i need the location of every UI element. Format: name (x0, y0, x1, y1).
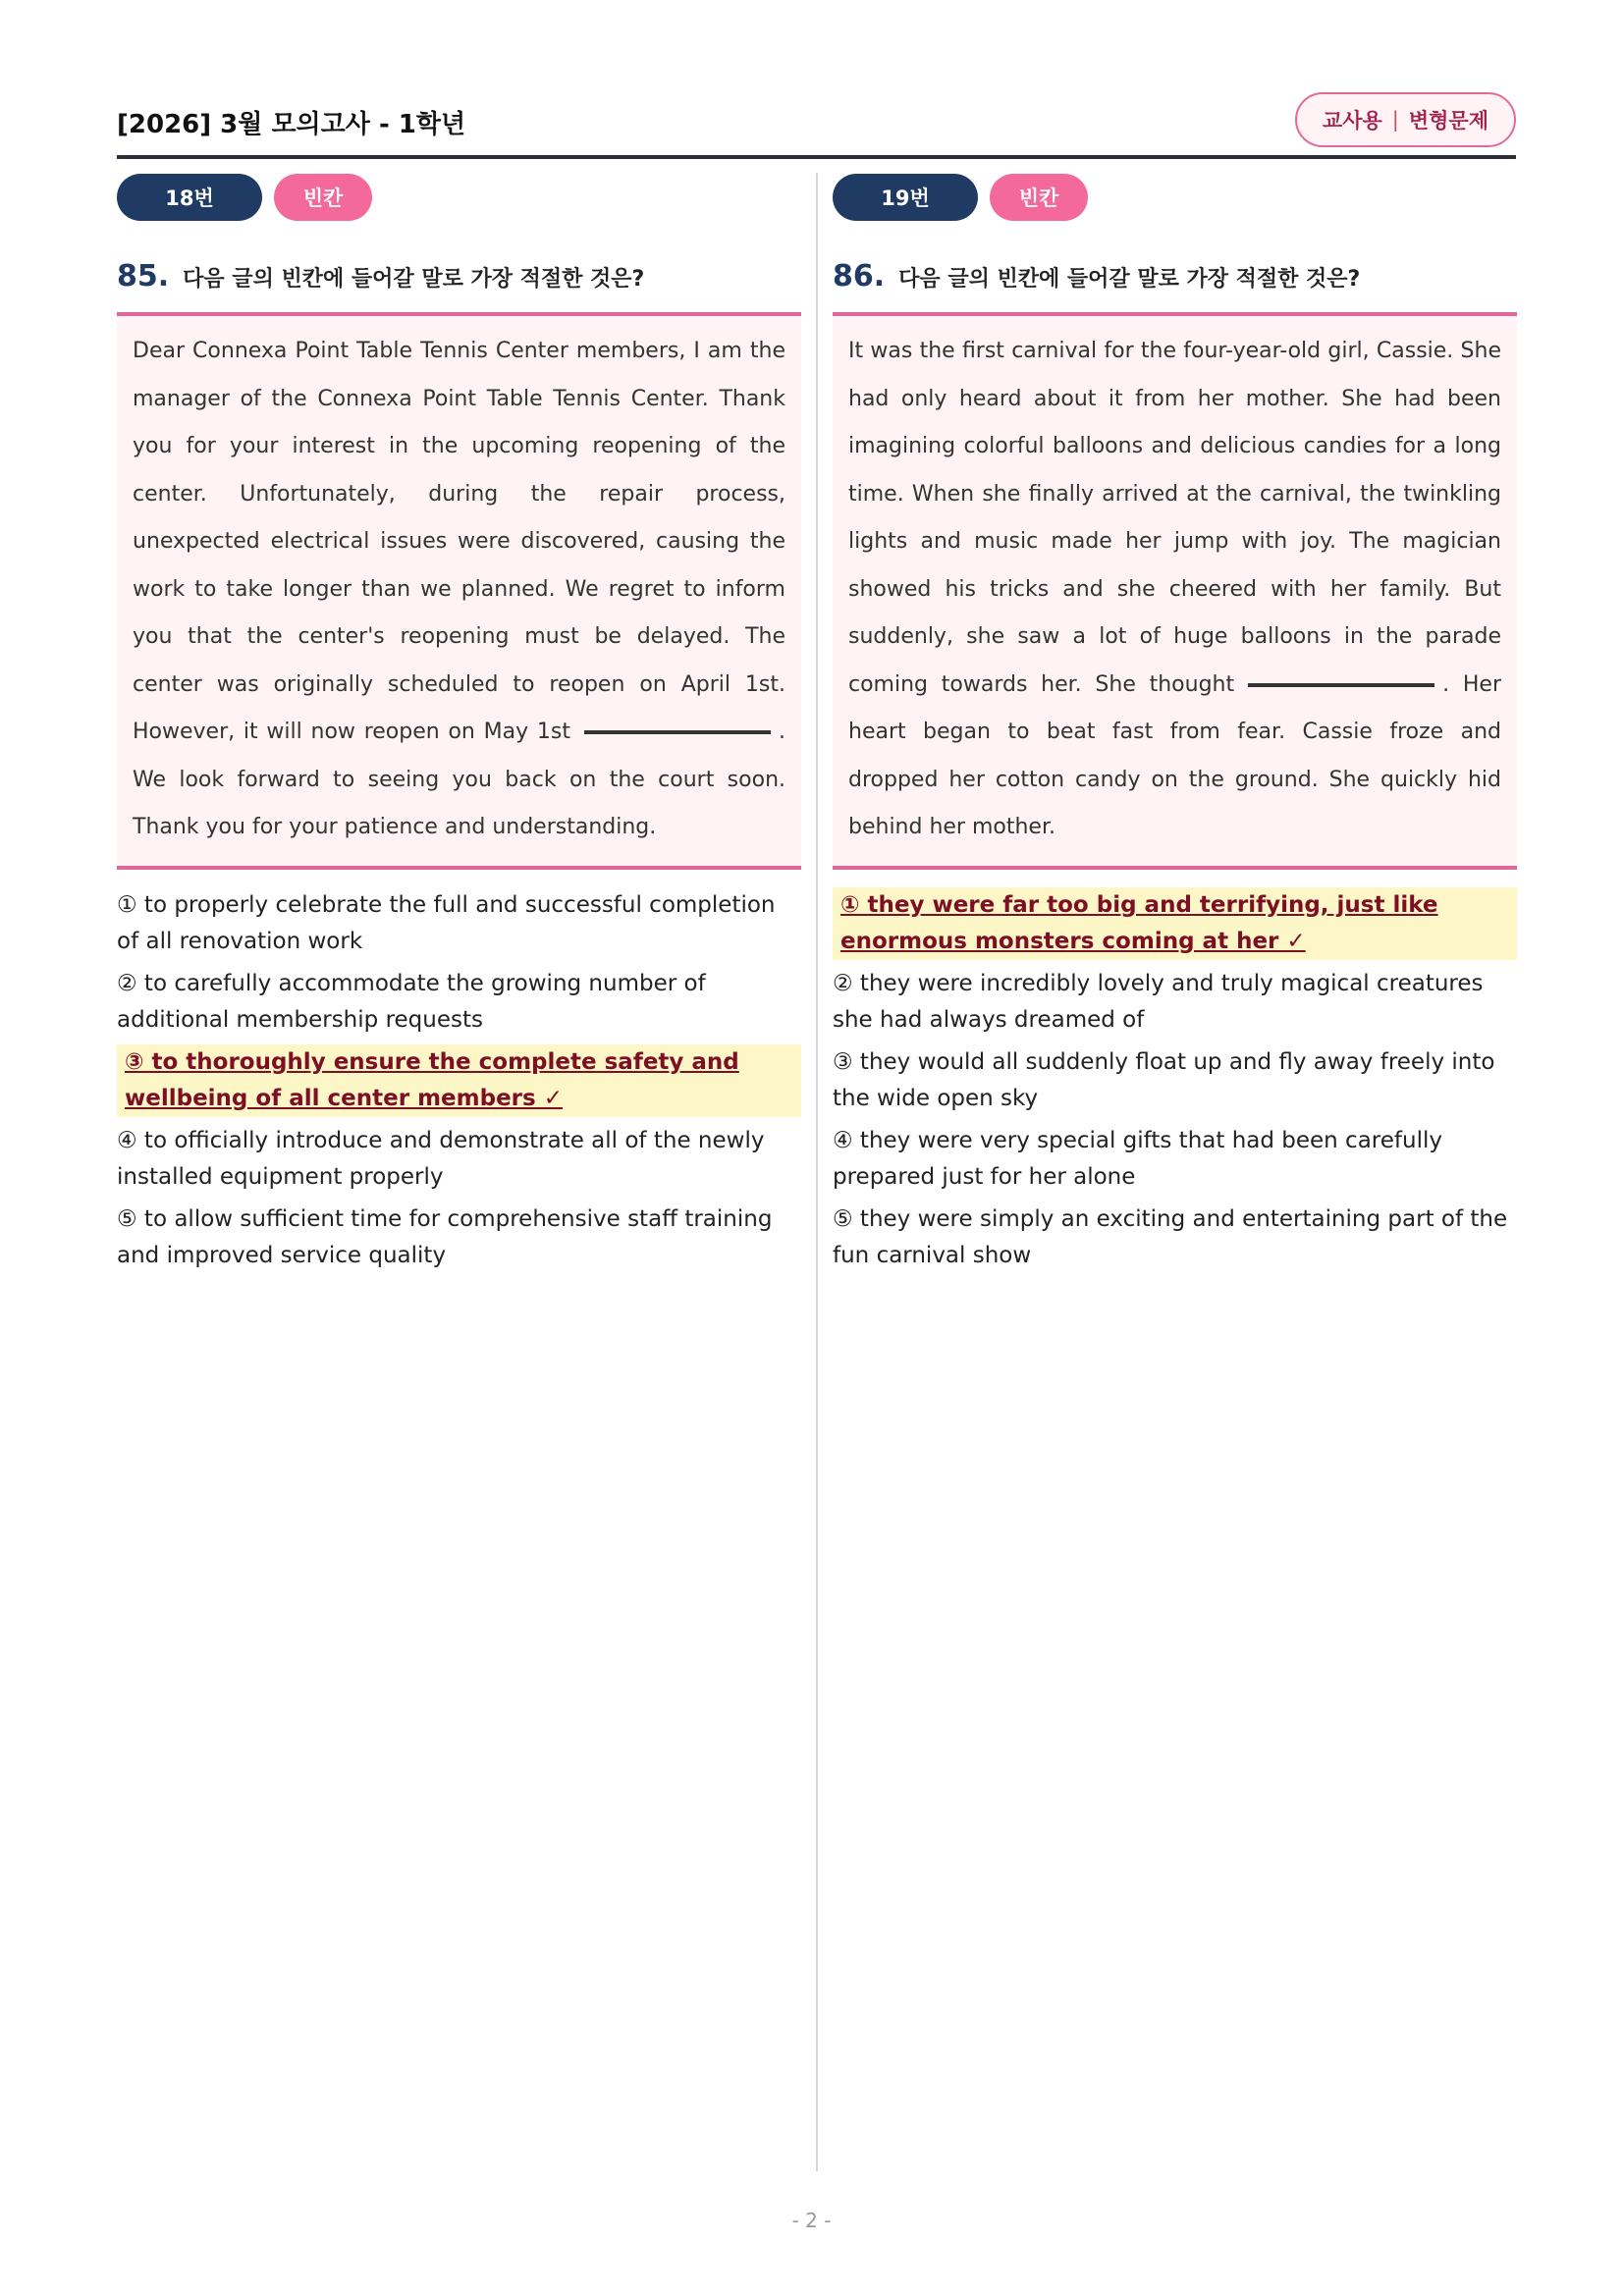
page-number: - 2 - (791, 2209, 832, 2232)
question-number: 86. (833, 259, 886, 294)
choice-2[interactable]: ② they were incredibly lovely and truly magical creatures she had always dreamed of (833, 970, 1484, 1033)
question-title (117, 259, 801, 316)
badge-separator: | (1391, 108, 1399, 132)
answer-blank (584, 730, 771, 734)
choice-3-correct[interactable]: ③ to thoroughly ensure the complete safety and wellbeing of all center members ✓ (117, 1044, 801, 1117)
badge-teacher-label: 교사용 (1322, 109, 1382, 133)
question-prompt: 다음 글의 빈칸에 들어갈 말로 가장 적절한 것은? (898, 267, 1361, 292)
answer-blank (1248, 683, 1434, 687)
question-85 (117, 173, 801, 1280)
passage-text-after: . Her heart began to beat fast from fear. Cassie froze and dropped her cotton candy on the ground. She quickly hid behind her mother. (848, 671, 1501, 839)
choice-1[interactable]: ① to properly celebrate the full and successful completion of all renovation work (117, 891, 776, 954)
question-title (833, 259, 1517, 316)
choice-4[interactable]: ④ they were very special gifts that had been carefully prepared just for her alone (833, 1127, 1442, 1190)
choice-4[interactable]: ④ to officially introduce and demonstrate all of the newly installed equipment properly (117, 1127, 765, 1190)
question-type-tag: 빈칸 (990, 174, 1088, 221)
choice-5[interactable]: ⑤ they were simply an exciting and entertaining part of the fun carnival show (833, 1205, 1508, 1268)
passage (833, 316, 1517, 870)
header-rule (117, 155, 1516, 159)
passage-text-before: It was the first carnival for the four-year-old girl, Cassie. She had only heard about it from her mother. She had been imagining colorful balloons and delicious candies for a long time. When she finally arrived at the carnival, the twinkling lights and music made her jump with joy. The magician showed his tricks and she cheered with her family. But suddenly, she saw a lot of huge balloons in the parade coming towards her. She thought (848, 339, 1501, 697)
question-tags (117, 173, 801, 222)
question-86 (833, 173, 1517, 1280)
choice-2[interactable]: ② to carefully accommodate the growing number of additional membership requests (117, 970, 706, 1033)
page-header (117, 90, 1516, 159)
teacher-version-badge (1295, 92, 1516, 147)
answer-choices (117, 887, 801, 1274)
passage (117, 316, 801, 870)
question-number: 85. (117, 259, 170, 294)
question-tags (833, 173, 1517, 222)
choice-3[interactable]: ③ they would all suddenly float up and fly away freely into the wide open sky (833, 1048, 1495, 1111)
passage-text-before: Dear Connexa Point Table Tennis Center members, I am the manager of the Connexa Point Table Tennis Center. Thank you for your interest in the upcoming reopening of the center. Unfortunately, during the repair process, unexpected electrical issues were discovered, causing the work to take longer than we planned. We regret to inform you that the center's reopening must be delayed. The center was originally scheduled to reopen on April 1st. However, it will now reopen on May 1st (133, 339, 785, 744)
passage-text-after: . We look forward to seeing you back on the court soon. Thank you for your patience and understanding. (133, 720, 785, 839)
column-divider (816, 173, 818, 2171)
question-prompt: 다음 글의 빈칸에 들어갈 말로 가장 적절한 것은? (183, 267, 645, 292)
answer-choices (833, 887, 1517, 1274)
choice-1-correct[interactable]: ① they were far too big and terrifying, just like enormous monsters coming at her ✓ (833, 887, 1517, 960)
question-type-tag: 빈칸 (274, 174, 372, 221)
exam-title: [2026] 3월 모의고사 - 1학년 (117, 110, 466, 139)
badge-variant-label: 변형문제 (1408, 109, 1488, 133)
question-number-tag: 18번 (117, 174, 262, 221)
question-number-tag: 19번 (833, 174, 978, 221)
choice-5[interactable]: ⑤ to allow sufficient time for comprehensive staff training and improved service quality (117, 1205, 773, 1268)
